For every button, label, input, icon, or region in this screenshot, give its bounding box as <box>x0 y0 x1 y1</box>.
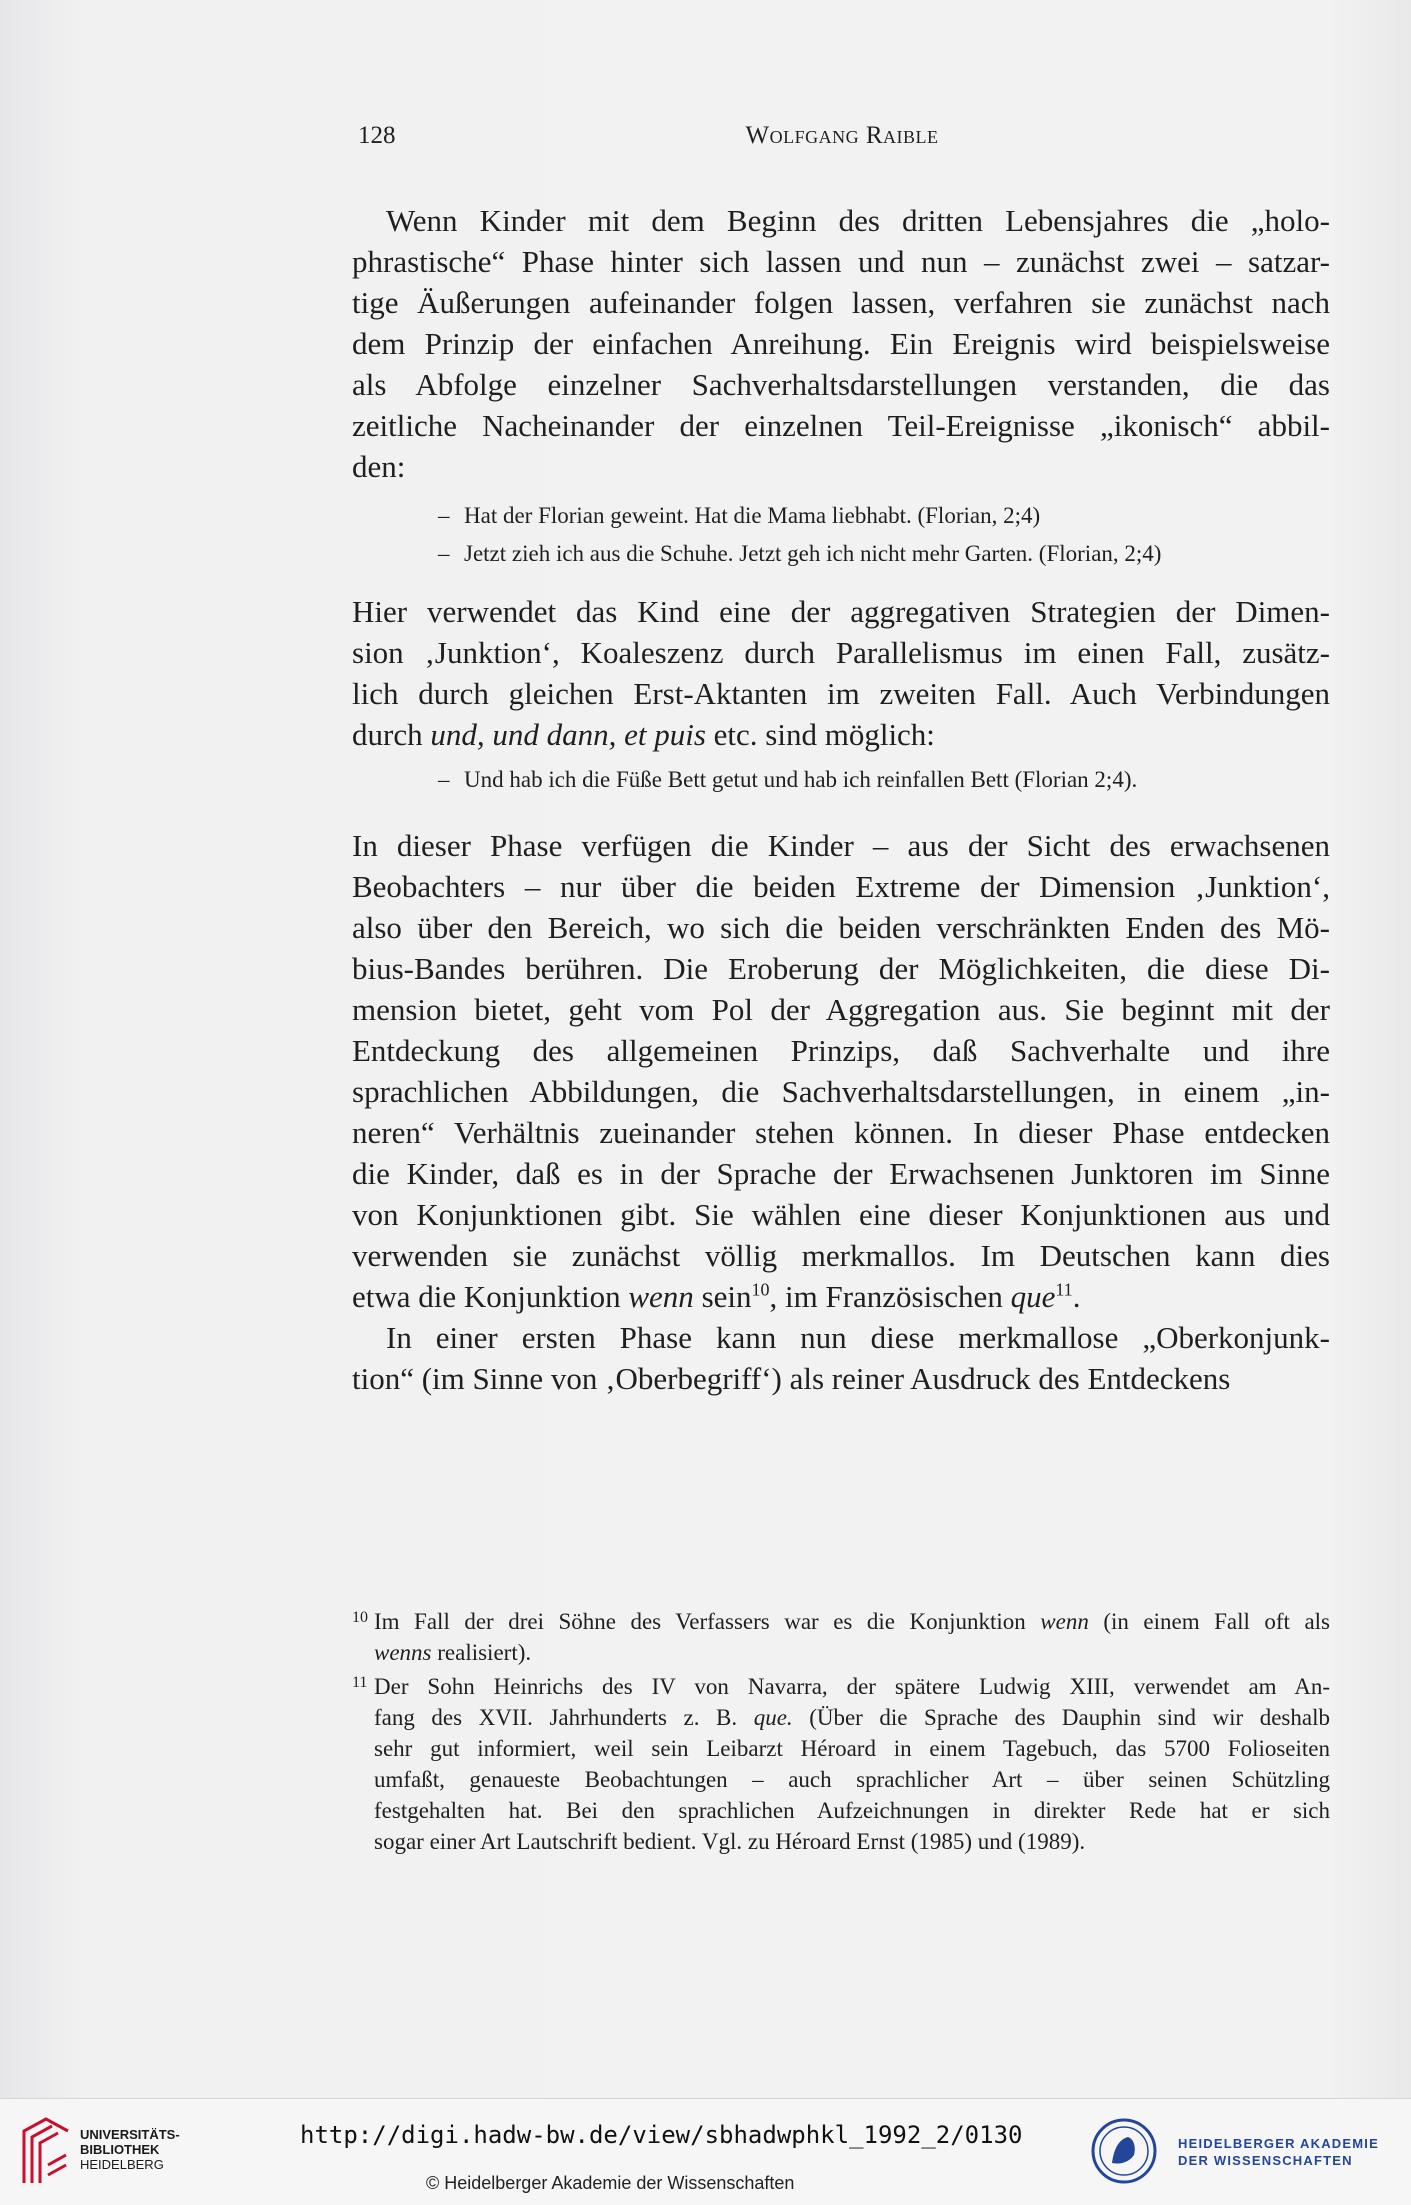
footnote-10 <box>352 1606 1330 1668</box>
text-line <box>352 1276 1330 1317</box>
body-text <box>352 200 1330 1399</box>
ub-name-line: UNIVERSITÄTS- <box>80 2127 180 2142</box>
footnote-line <box>374 1702 1330 1733</box>
ub-name-line: HEIDELBERG <box>80 2157 164 2172</box>
text-line: sprachlichen Abbildungen, die Sachverhaltsdarstellungen, in einem „in- <box>352 1074 1330 1109</box>
text-span: . <box>1072 1279 1081 1314</box>
quote-text: Hat der Florian geweint. Hat die Mama liebhabt. (Florian, 2;4) <box>464 503 1041 528</box>
text-line: mension bietet, geht vom Pol der Aggregation aus. Sie beginnt mit der <box>352 992 1330 1027</box>
footnote-line <box>374 1637 1330 1668</box>
text-line: Hier verwendet das Kind eine der aggregativen Strategien der Dimen- <box>352 594 1330 629</box>
italic-span: wenns <box>374 1640 432 1665</box>
university-library-name <box>80 2127 180 2172</box>
example-quote-1 <box>438 501 1330 531</box>
paragraph-1 <box>352 200 1330 487</box>
university-library-logo-icon[interactable] <box>16 2113 76 2189</box>
text-span: (in einem Fall oft als <box>1088 1609 1330 1634</box>
text-line: bius-Bandes berühren. Die Eroberung der Möglichkeiten, die diese Di- <box>352 951 1330 986</box>
text-line: Beobachters – nur über die beiden Extreme der Dimension ‚Junktion‘, <box>352 869 1330 904</box>
footnote-line: umfaßt, genaueste Beobachtungen – auch sprachlicher Art – über seinen Schützling <box>374 1767 1330 1792</box>
footnote-ref-11[interactable]: 11 <box>1055 1279 1073 1300</box>
text-line: tion“ (im Sinne von ‚Oberbegriff‘) als reiner Ausdruck des Entdeckens <box>352 1361 1231 1396</box>
text-line: phrastische“ Phase hinter sich lassen und nun – zunächst zwei – satzar- <box>352 244 1330 279</box>
text-line: Wenn Kinder mit dem Beginn des dritten Lebensjahres die „holo- <box>386 203 1330 238</box>
text-line: lich durch gleichen Erst-Aktanten im zweiten Fall. Auch Verbindungen <box>352 676 1330 711</box>
text-span: (Über die Sprache des Dauphin sind wir deshalb <box>792 1705 1330 1730</box>
text-line: In einer ersten Phase kann nun diese merkmallose „Oberkonjunk- <box>386 1320 1330 1355</box>
text-span: etc. sind möglich: <box>705 717 935 752</box>
text-line: neren“ Verhältnis zueinander stehen können. In dieser Phase entdecken <box>352 1115 1330 1150</box>
text-line: als Abfolge einzelner Sachverhaltsdarstellungen verstanden, die das <box>352 367 1330 402</box>
page-number: 128 <box>358 122 396 149</box>
academy-name-line: HEIDELBERGER AKADEMIE <box>1178 2136 1379 2151</box>
academy-seal-icon[interactable] <box>1090 2117 1158 2185</box>
text-span: realisiert). <box>431 1640 532 1665</box>
footnote-line: sehr gut informiert, weil sein Leibarzt Héroard in einem Tagebuch, das 5700 Folioseiten <box>374 1736 1330 1761</box>
footnote-number: 11 <box>352 1674 368 1691</box>
quote-text: Jetzt zieh ich aus die Schuhe. Jetzt geh ich nicht mehr Garten. (Florian, 2;4) <box>464 541 1162 566</box>
example-quote-3 <box>438 765 1330 795</box>
quote-dash: – <box>438 541 450 566</box>
text-line: dem Prinzip der einfachen Anreihung. Ein Ereignis wird beispielsweise <box>352 326 1330 361</box>
copyright-notice: © Heidelberger Akademie der Wissenschaften <box>426 2173 795 2193</box>
academy-name-line: DER WISSENSCHAFTEN <box>1178 2153 1353 2168</box>
footnote-line <box>374 1606 1330 1637</box>
text-span: durch <box>352 717 431 752</box>
footnote-ref-10[interactable]: 10 <box>751 1279 770 1300</box>
ub-name-line: BIBLIOTHEK <box>80 2142 160 2157</box>
viewer-footer <box>0 2098 1411 2205</box>
paragraph-2 <box>352 591 1330 755</box>
quote-dash: – <box>438 503 450 528</box>
text-line: von Konjunktionen gibt. Sie wählen eine dieser Konjunktionen aus und <box>352 1197 1330 1232</box>
text-line <box>352 714 1330 755</box>
paragraph-3 <box>352 825 1330 1399</box>
example-quote-2 <box>438 539 1330 569</box>
italic-span: que <box>1010 1279 1056 1314</box>
text-line: also über den Bereich, wo sich die beiden verschränkten Enden des Mö- <box>352 910 1330 945</box>
text-line: verwenden sie zunächst völlig merkmallos. Im Deutschen kann dies <box>352 1238 1330 1273</box>
footnote-number: 10 <box>352 1609 368 1626</box>
footnote-line: Der Sohn Heinrichs des IV von Navarra, der spätere Ludwig XIII, verwendet am An- <box>374 1674 1330 1699</box>
quote-text: Und hab ich die Füße Bett getut und hab ich reinfallen Bett (Florian 2;4). <box>464 767 1138 792</box>
quote-dash: – <box>438 767 450 792</box>
text-span: etwa die Konjunktion <box>352 1279 629 1314</box>
permalink-url[interactable]: http://digi.hadw-bw.de/view/sbhadwphkl_1992_2/0130 <box>300 2121 1023 2149</box>
text-span: Im Fall der drei Söhne des Verfassers war es die Konjunktion <box>374 1609 1041 1634</box>
text-line: zeitliche Nacheinander der einzelnen Teil-Ereignisse „ikonisch“ abbil- <box>352 408 1330 443</box>
text-line: den: <box>352 449 406 484</box>
footnote-line: sogar einer Art Lautschrift bedient. Vgl. zu Héroard Ernst (1985) und (1989). <box>374 1829 1086 1854</box>
text-span: fang des XVII. Jahrhunderts z. B. <box>374 1705 754 1730</box>
italic-span: wenn <box>628 1279 694 1314</box>
text-span: , im Französischen <box>769 1279 1011 1314</box>
text-line: tige Äußerungen aufeinander folgen lassen, verfahren sie zunächst nach <box>352 285 1330 320</box>
footnotes <box>352 1606 1330 1860</box>
italic-span: que. <box>753 1705 793 1730</box>
italic-span: wenn <box>1040 1609 1089 1634</box>
italic-span: und, und dann, et puis <box>430 717 706 752</box>
text-span: sein <box>693 1279 752 1314</box>
running-head: Wolfgang Raible <box>745 122 939 149</box>
footnote-11 <box>352 1671 1330 1857</box>
text-line: die Kinder, daß es in der Sprache der Erwachsenen Junktoren im Sinne <box>352 1156 1330 1191</box>
text-line: Entdeckung des allgemeinen Prinzips, daß Sachverhalte und ihre <box>352 1033 1330 1068</box>
footnote-line: festgehalten hat. Bei den sprachlichen Aufzeichnungen in direkter Rede hat er sich <box>374 1798 1330 1823</box>
text-line: In dieser Phase verfügen die Kinder – aus der Sicht des erwachsenen <box>352 828 1330 863</box>
academy-name <box>1178 2135 1379 2169</box>
text-line: sion ‚Junktion‘, Koaleszenz durch Parallelismus im einen Fall, zusätz- <box>352 635 1330 670</box>
page-header <box>356 122 1328 158</box>
